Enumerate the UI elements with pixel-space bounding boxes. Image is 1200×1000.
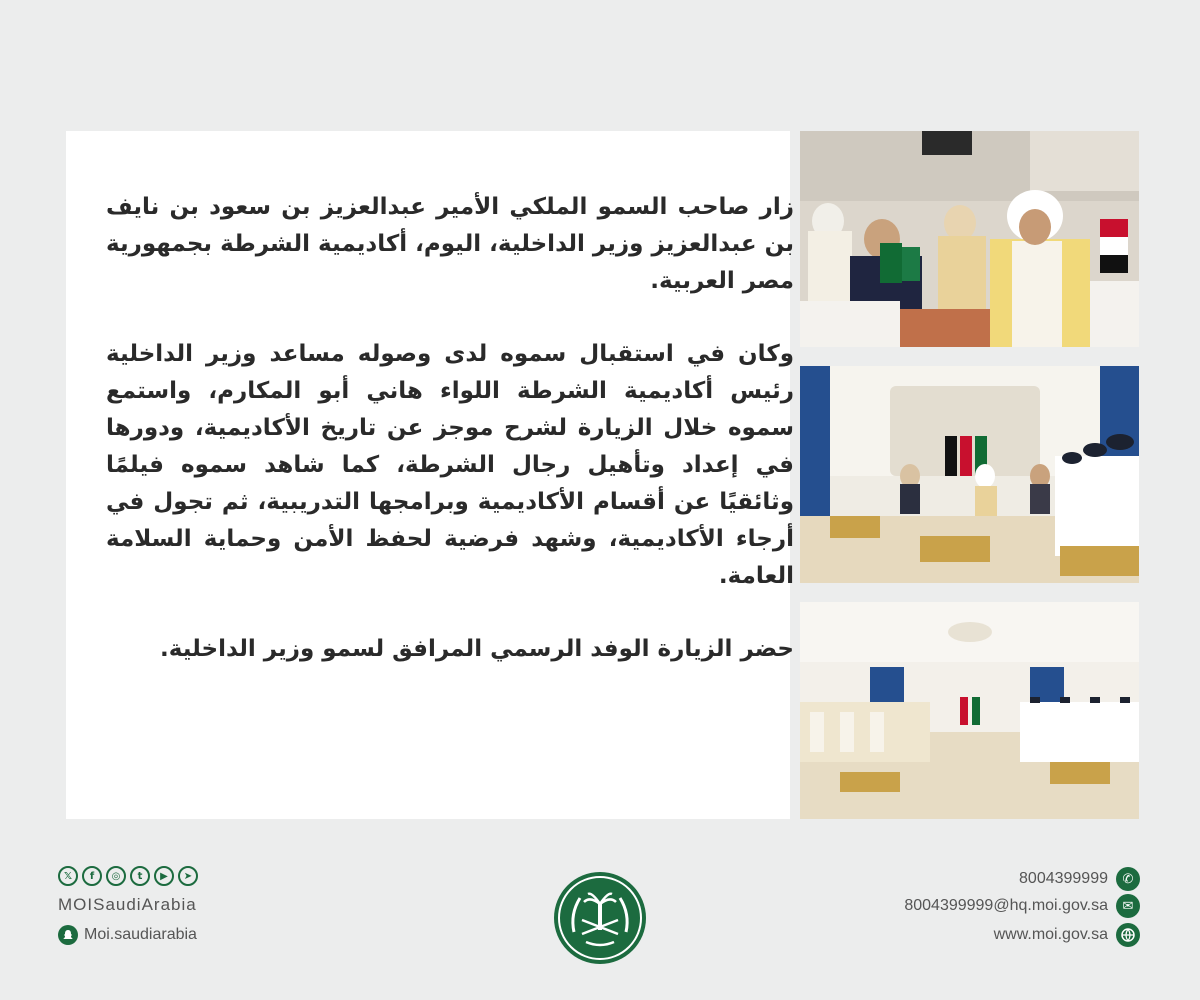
x-icon[interactable]: 𝕏 [58, 866, 78, 886]
website-url: www.moi.gov.sa [993, 926, 1108, 943]
snapchat-icon [58, 925, 78, 945]
youtube-icon[interactable]: ▶ [154, 866, 174, 886]
website-contact[interactable] [994, 923, 1140, 947]
article-paragraph-1: زار صاحب السمو الملكي الأمير عبدالعزيز بن سعود بن نايف بن عبدالعزيز وزير الداخلية، اليوم، أكاديمية الشرطة بجمهورية مصر العربية. [106, 194, 794, 294]
photo-hall-wide [800, 602, 1139, 819]
telegram-icon[interactable]: ➤ [178, 866, 198, 886]
email-address: 8004399999@hq.moi.gov.sa [904, 897, 1108, 914]
phone-number: 8004399999 [1019, 870, 1108, 887]
facebook-icon[interactable]: f [82, 866, 102, 886]
tumblr-icon[interactable]: t [130, 866, 150, 886]
mail-icon: ✉ [1116, 894, 1140, 918]
globe-icon [1116, 923, 1140, 947]
social-icons-row [58, 866, 198, 886]
photo-dignitaries-seated [800, 131, 1139, 347]
article-paragraph-2: وكان في استقبال سموه لدى وصوله مساعد وزير الداخلية رئيس أكاديمية الشرطة اللواء هاني أبو المكارم، واستمع سموه خلال الزيارة لشرح موجز عن تاريخ الأكاديمية، ودورها في إعداد وتأهيل رجال الشرطة، كما شاهد سموه فيلمًا وثائقيًا عن أقسام الأكاديمية وبرامجها التدريبية، ثم تجول في أرجاء الأكاديمية، وشهد فرضية لحفظ الأمن وحماية السلامة العامة. [106, 341, 794, 589]
phone-icon: ✆ [1116, 867, 1140, 891]
moi-emblem-logo [552, 870, 648, 966]
social-handle[interactable]: MOISaudiArabia [58, 895, 197, 914]
photo-reception-hall [800, 366, 1139, 583]
article-paragraph-3: حضر الزيارة الوفد الرسمي المرافق لسمو وزير الداخلية. [160, 636, 794, 662]
article-body [106, 189, 794, 704]
snapchat-row[interactable] [58, 925, 197, 945]
snapchat-handle: Moi.saudiarabia [84, 926, 197, 943]
email-contact[interactable] [904, 894, 1140, 918]
instagram-icon[interactable]: ◎ [106, 866, 126, 886]
article-card [66, 131, 794, 819]
phone-contact[interactable] [1019, 867, 1140, 891]
